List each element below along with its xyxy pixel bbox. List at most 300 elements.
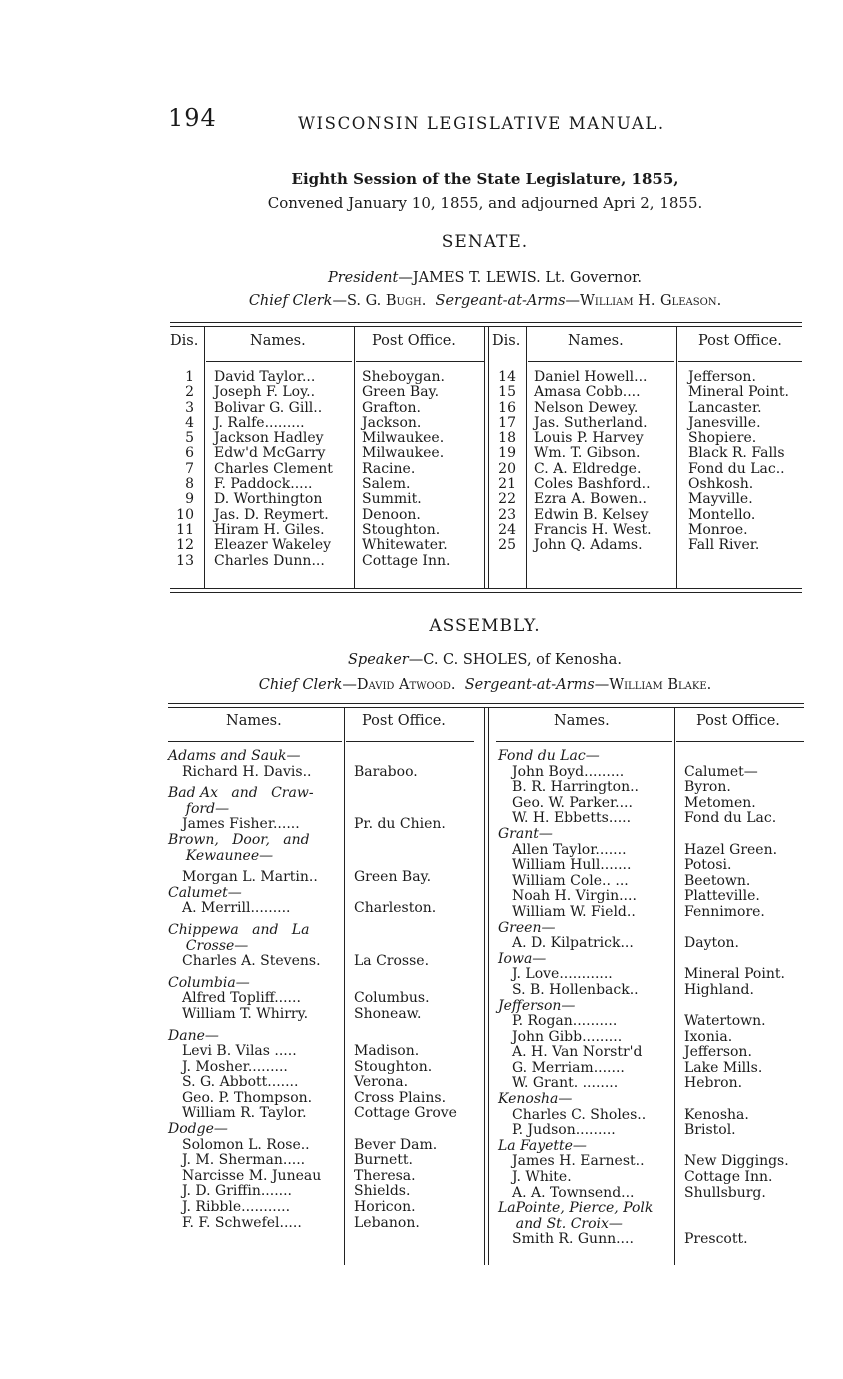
senator-name: Jackson Hadley [214, 430, 324, 447]
page-number: 194 [168, 104, 217, 132]
member-row [498, 1170, 808, 1186]
county-heading [498, 921, 808, 937]
member-row [498, 765, 808, 781]
senator-post-office: Montello. [688, 506, 756, 523]
member-post-office: Jefferson. [684, 1044, 752, 1061]
county-heading [168, 849, 478, 865]
senate-district: 2 [185, 384, 194, 401]
member-row [498, 905, 808, 921]
member-row [168, 1091, 478, 1107]
senate-bottom-rule-2 [170, 592, 802, 593]
member-name: William Cole.. ... [512, 872, 629, 889]
senator-post-office: Cottage Inn. [362, 552, 451, 569]
county-name: La Fayette— [498, 1137, 587, 1154]
member-post-office: Ixonia. [684, 1028, 733, 1045]
senate-president [160, 270, 810, 286]
senator-post-office: Stoughton. [362, 521, 441, 538]
assembly-right-column [498, 749, 808, 1248]
member-row [168, 954, 478, 970]
member-name: P. Rogan.......... [512, 1013, 618, 1030]
senator-name: Ezra A. Bowen.. [534, 491, 647, 508]
member-row [498, 811, 808, 827]
senator-name: F. Paddock..... [214, 476, 313, 493]
member-name: J. M. Sherman..... [182, 1152, 306, 1169]
senate-district: 15 [498, 384, 516, 401]
member-name: Noah H. Virgin.... [512, 888, 637, 905]
county-heading [168, 886, 478, 902]
senator-name: Coles Bashford.. [534, 476, 651, 493]
speaker-label: Speaker [348, 652, 409, 668]
county-heading [168, 833, 478, 849]
member-row [168, 765, 478, 781]
senator-post-office: Black R. Falls [688, 445, 785, 462]
president-label: President [327, 270, 399, 286]
assembly-header-names-left: Names. [226, 713, 282, 729]
county-heading [168, 786, 478, 802]
senator-post-office: Green Bay. [362, 384, 440, 401]
senator-name: Edwin B. Kelsey [534, 506, 649, 523]
member-name: J. D. Griffin....... [182, 1183, 292, 1200]
senator-name: Jas. Sutherland. [534, 414, 648, 431]
senate-vrule-1 [204, 326, 205, 588]
member-row [498, 889, 808, 905]
senate-district: 17 [498, 414, 516, 431]
member-row [168, 991, 478, 1007]
member-name: P. Judson......... [512, 1122, 616, 1139]
member-post-office: Kenosha. [684, 1106, 749, 1123]
member-post-office: Metomen. [684, 794, 756, 811]
member-name: A. D. Kilpatrick... [512, 935, 634, 952]
member-post-office: Shoneaw. [354, 1005, 422, 1022]
senate-clerk-label: Chief Clerk [248, 293, 333, 309]
member-name: J. White. [512, 1169, 572, 1186]
assembly-top-rule-2 [168, 707, 804, 708]
member-row [498, 1076, 808, 1092]
county-heading [168, 1029, 478, 1045]
senator-name: Joseph F. Loy.. [214, 384, 316, 401]
senator-name: Louis P. Harvey [534, 430, 644, 447]
senator-post-office: Monroe. [688, 521, 748, 538]
member-name: W. Grant. ........ [512, 1075, 619, 1092]
senate-district: 10 [176, 506, 194, 523]
senator-post-office: Oshkosh. [688, 476, 754, 493]
county-name: Kenosha— [498, 1091, 573, 1108]
assembly-vrule-3 [488, 707, 489, 1265]
senate-vrule-3 [484, 326, 485, 588]
senate-left-dis-column [168, 370, 194, 569]
member-post-office: Dayton. [684, 935, 740, 952]
senate-district: 21 [498, 476, 516, 493]
senate-district: 11 [176, 521, 194, 538]
member-row [168, 901, 478, 917]
member-post-office: Pr. du Chien. [354, 816, 446, 833]
county-heading [498, 999, 808, 1015]
senate-sergeant-label: Sergeant-at-Arms [435, 293, 566, 309]
member-row [168, 870, 478, 886]
member-name: Richard H. Davis.. [182, 763, 312, 780]
member-name: Smith R. Gunn.... [512, 1231, 634, 1248]
county-heading [168, 923, 478, 939]
member-row [498, 780, 808, 796]
county-name: Columbia— [168, 974, 250, 991]
member-name: W. H. Ebbetts..... [512, 810, 632, 827]
county-heading [498, 827, 808, 843]
member-post-office: Cross Plains. [354, 1089, 447, 1106]
senator-name: Bolivar G. Gill.. [214, 399, 323, 416]
county-heading [498, 952, 808, 968]
member-row [168, 1153, 478, 1169]
member-name: William R. Taylor. [182, 1105, 307, 1122]
county-heading [168, 802, 478, 818]
county-heading [168, 749, 478, 765]
member-post-office: Platteville. [684, 888, 760, 905]
senate-vrule-6 [676, 326, 677, 588]
member-post-office: Charleston. [354, 900, 437, 917]
assembly-left-column [168, 749, 478, 1231]
member-row [168, 1106, 478, 1122]
county-name: Green— [498, 919, 556, 936]
senate-right-dis-column [490, 370, 516, 554]
member-row [498, 796, 808, 812]
county-heading [168, 1122, 478, 1138]
county-name: Brown, Door, and [168, 831, 310, 848]
member-post-office: La Crosse. [354, 953, 430, 970]
senator-post-office: Grafton. [362, 399, 421, 416]
member-name: William Hull....... [512, 857, 632, 874]
senate-district: 6 [185, 445, 194, 462]
senate-header-dis-left: Dis. [170, 333, 199, 349]
member-post-office: Beetown. [684, 872, 751, 889]
member-name: Charles A. Stevens. [182, 953, 321, 970]
member-post-office: Mineral Point. [684, 966, 785, 983]
county-name: Dodge— [168, 1121, 228, 1138]
senator-name: David Taylor... [214, 369, 316, 385]
senate-header-names-left: Names. [250, 333, 306, 349]
member-post-office: Theresa. [354, 1167, 416, 1184]
county-name: Chippewa and La [168, 921, 310, 938]
member-name: Levi B. Vilas ..... [182, 1043, 297, 1060]
senate-district: 1 [185, 369, 194, 385]
senate-header-rule-left [206, 361, 352, 362]
senate-district: 25 [498, 537, 516, 554]
assembly-speaker [160, 652, 810, 668]
member-post-office: Stoughton. [354, 1058, 433, 1075]
member-post-office: Cottage Grove [354, 1105, 457, 1122]
member-post-office: Prescott. [684, 1231, 748, 1248]
senate-header-rule-left-po [356, 361, 484, 362]
member-row [498, 1045, 808, 1061]
senate-district: 12 [176, 537, 194, 554]
senate-district: 16 [498, 399, 516, 416]
member-row [498, 936, 808, 952]
senator-name: Amasa Cobb.... [534, 384, 641, 401]
member-name: John Gibb......... [512, 1028, 623, 1045]
county-name: LaPointe, Pierce, Polk [498, 1200, 654, 1217]
member-post-office: Columbus. [354, 990, 430, 1007]
senator-post-office: Fall River. [688, 537, 760, 554]
senate-top-rule [170, 322, 802, 323]
senator-post-office: Denoon. [362, 506, 421, 523]
senator-name: John Q. Adams. [534, 537, 643, 554]
member-name: Geo. W. Parker.... [512, 794, 633, 811]
senator-name: Jas. D. Reymert. [214, 506, 329, 523]
senator-name: Daniel Howell... [534, 369, 648, 385]
member-post-office: Hebron. [684, 1075, 743, 1092]
member-row [168, 1044, 478, 1060]
senator-post-office: Fond du Lac.. [688, 460, 785, 477]
assembly-sergeant-label: Sergeant-at-Arms [464, 677, 595, 693]
member-row [498, 843, 808, 859]
county-name: Crosse— [168, 937, 249, 954]
senate-top-rule-2 [170, 326, 802, 327]
senator-name: Nelson Dewey. [534, 399, 639, 416]
county-heading [168, 976, 478, 992]
assembly-header-po-left: Post Office. [362, 713, 446, 729]
senate-district: 5 [185, 430, 194, 447]
member-post-office: Fond du Lac. [684, 810, 777, 827]
county-name: Fond du Lac— [498, 748, 600, 764]
member-row [498, 1014, 808, 1030]
senate-header-po-right: Post Office. [698, 333, 782, 349]
assembly-clerk-value: —David Atwood. [342, 677, 456, 693]
senate-vrule-5 [526, 326, 527, 588]
senate-sergeant-value: —William H. Gleason. [565, 293, 722, 309]
county-heading [498, 1201, 808, 1217]
senate-vrule-2 [354, 326, 355, 588]
senate-right-names-column [534, 370, 652, 554]
county-name: Calumet— [168, 884, 242, 901]
member-row [498, 874, 808, 890]
member-post-office: Horicon. [354, 1199, 416, 1216]
member-post-office: Cottage Inn. [684, 1169, 773, 1186]
member-row [168, 817, 478, 833]
speaker-value: —C. C. SHOLES, of Kenosha. [408, 652, 622, 668]
county-name: ford— [168, 800, 230, 817]
senate-officers [160, 293, 810, 309]
member-post-office: Shields. [354, 1183, 411, 1200]
member-row [168, 1060, 478, 1076]
member-row [498, 858, 808, 874]
member-post-office: Burnett. [354, 1152, 414, 1169]
member-name: Narcisse M. Juneau [182, 1167, 322, 1184]
member-name: J. Mosher......... [182, 1058, 288, 1075]
senate-header-dis-right: Dis. [492, 333, 521, 349]
member-name: William T. Whirry. [182, 1005, 309, 1022]
member-name: S. B. Hollenback.. [512, 981, 639, 998]
senate-district: 18 [498, 430, 516, 447]
member-post-office: Verona. [354, 1074, 409, 1091]
county-heading [498, 1092, 808, 1108]
senator-post-office: Milwaukee. [362, 430, 445, 447]
member-post-office: Baraboo. [354, 763, 418, 780]
senator-post-office: Salem. [362, 476, 411, 493]
senate-heading: SENATE. [441, 232, 529, 252]
county-name: Jefferson— [498, 997, 576, 1014]
member-row [498, 1108, 808, 1124]
member-post-office: Byron. [684, 779, 731, 796]
member-row [498, 1232, 808, 1248]
member-row [168, 1184, 478, 1200]
member-post-office: Bristol. [684, 1122, 736, 1139]
member-row [498, 967, 808, 983]
member-name: A. A. Townsend... [512, 1184, 635, 1201]
senator-post-office: Shopiere. [688, 430, 757, 447]
senate-district: 9 [185, 491, 194, 508]
member-name: A. H. Van Norstr'd [512, 1044, 643, 1061]
county-heading [168, 939, 478, 955]
running-head: WISCONSIN LEGISLATIVE MANUAL. [298, 114, 665, 133]
member-post-office: Shullsburg. [684, 1184, 766, 1201]
member-row [168, 1075, 478, 1091]
county-name: Bad Ax and Craw- [168, 785, 314, 802]
assembly-header-rule-r2 [676, 741, 804, 742]
member-name: Geo. P. Thompson. [182, 1089, 313, 1106]
member-post-office: New Diggings. [684, 1153, 789, 1170]
president-value: —JAMES T. LEWIS. Lt. Governor. [398, 270, 643, 286]
county-name: Iowa— [498, 950, 547, 967]
county-name: Dane— [168, 1027, 219, 1044]
senator-post-office: Summit. [362, 491, 422, 508]
member-post-office: Fennimore. [684, 903, 765, 920]
member-name: S. G. Abbott....... [182, 1074, 299, 1091]
assembly-header-rule-l2 [346, 741, 474, 742]
senate-district: 13 [176, 552, 194, 569]
member-name: J. Ribble........... [182, 1199, 291, 1216]
senate-right-po-column [688, 370, 789, 554]
county-name: Grant— [498, 825, 553, 842]
senator-name: Hiram H. Giles. [214, 521, 325, 538]
assembly-clerk-label: Chief Clerk [258, 677, 343, 693]
member-post-office: Lake Mills. [684, 1059, 763, 1076]
senator-post-office: Sheboygan. [362, 369, 445, 385]
member-row [498, 1030, 808, 1046]
assembly-header-po-right: Post Office. [696, 713, 780, 729]
member-name: Alfred Topliff...... [182, 990, 301, 1007]
member-post-office: Lebanon. [354, 1214, 420, 1231]
senator-post-office: Milwaukee. [362, 445, 445, 462]
assembly-header-names-right: Names. [554, 713, 610, 729]
senate-district: 7 [185, 460, 194, 477]
assembly-sergeant-value: —William Blake. [594, 677, 712, 693]
senate-district: 3 [185, 399, 194, 416]
session-title: Eighth Session of the State Legislature, 1855, [291, 170, 679, 188]
senator-name: Eleazer Wakeley [214, 537, 332, 554]
assembly-heading: ASSEMBLY. [429, 616, 541, 636]
assembly-officers [160, 677, 810, 693]
senator-post-office: Racine. [362, 460, 416, 477]
senator-post-office: Whitewater. [362, 537, 448, 554]
senate-district: 22 [498, 491, 516, 508]
senate-district: 23 [498, 506, 516, 523]
member-name: Solomon L. Rose.. [182, 1136, 310, 1153]
county-name: Kewaunee— [168, 847, 274, 864]
member-row [498, 1061, 808, 1077]
member-name: Morgan L. Martin.. [182, 869, 318, 886]
member-name: Charles C. Sholes.. [512, 1106, 647, 1123]
member-row [168, 1169, 478, 1185]
assembly-vrule-2 [484, 707, 485, 1265]
senator-post-office: Lancaster. [688, 399, 762, 416]
member-name: William W. Field.. [512, 903, 636, 920]
member-row [498, 1154, 808, 1170]
senate-left-names-column [214, 370, 333, 569]
senate-district: 14 [498, 369, 516, 385]
county-name: Adams and Sauk— [168, 748, 301, 764]
senator-post-office: Mineral Point. [688, 384, 789, 401]
senate-district: 20 [498, 460, 516, 477]
senator-name: Charles Dunn... [214, 552, 325, 569]
senate-header-po-left: Post Office. [372, 333, 456, 349]
session-dates: Convened January 10, 1855, and adjourned Apri 2, 1855. [267, 194, 703, 212]
senate-district: 4 [185, 414, 194, 431]
assembly-header-rule-r1 [496, 741, 672, 742]
senator-name: C. A. Eldredge. [534, 460, 642, 477]
senate-district: 8 [185, 476, 194, 493]
senate-district: 24 [498, 521, 516, 538]
member-name: J. Love............ [512, 966, 613, 983]
senator-name: Francis H. West. [534, 521, 652, 538]
senate-clerk-value: —S. G. Bugh. [332, 293, 427, 309]
senator-name: D. Worthington [214, 491, 323, 508]
senate-district: 19 [498, 445, 516, 462]
member-post-office: Madison. [354, 1043, 420, 1060]
senate-header-rule-right [528, 361, 674, 362]
member-row [168, 1216, 478, 1232]
senator-name: Edw'd McGarry [214, 445, 326, 462]
member-row [168, 1138, 478, 1154]
member-name: James Fisher...... [182, 816, 300, 833]
member-post-office: Potosi. [684, 857, 732, 874]
member-name: G. Merriam....... [512, 1059, 625, 1076]
member-name: B. R. Harrington.. [512, 779, 639, 796]
county-heading [498, 749, 808, 765]
county-heading [498, 1139, 808, 1155]
senator-post-office: Jackson. [362, 414, 422, 431]
senate-left-po-column [362, 370, 450, 569]
senator-name: Wm. T. Gibson. [534, 445, 641, 462]
member-post-office: Watertown. [684, 1013, 766, 1030]
member-row [498, 1123, 808, 1139]
senator-post-office: Mayville. [688, 491, 753, 508]
member-name: F. F. Schwefel..... [182, 1214, 302, 1231]
member-name: A. Merrill......... [182, 900, 291, 917]
senate-header-names-right: Names. [568, 333, 624, 349]
senator-name: Charles Clement [214, 460, 333, 477]
member-post-office: Highland. [684, 981, 754, 998]
member-row [498, 983, 808, 999]
member-post-office: Calumet— [684, 763, 758, 780]
county-heading [498, 1217, 808, 1233]
assembly-header-rule-l1 [168, 741, 342, 742]
member-row [168, 1200, 478, 1216]
county-name: and St. Croix— [498, 1215, 623, 1232]
member-post-office: Green Bay. [354, 869, 432, 886]
senator-post-office: Janesville. [688, 414, 761, 431]
member-name: John Boyd......... [512, 763, 625, 780]
senator-post-office: Jefferson. [688, 369, 756, 385]
assembly-top-rule [168, 703, 804, 704]
senate-bottom-rule [170, 588, 802, 589]
member-row [168, 1007, 478, 1023]
member-name: James H. Earnest.. [512, 1153, 645, 1170]
member-post-office: Bever Dam. [354, 1136, 438, 1153]
member-name: Allen Taylor....... [512, 841, 627, 858]
member-post-office: Hazel Green. [684, 841, 778, 858]
senate-vrule-4 [488, 326, 489, 588]
senator-name: J. Ralfe......... [214, 414, 305, 431]
senate-header-rule-right-po [678, 361, 802, 362]
member-row [498, 1186, 808, 1202]
